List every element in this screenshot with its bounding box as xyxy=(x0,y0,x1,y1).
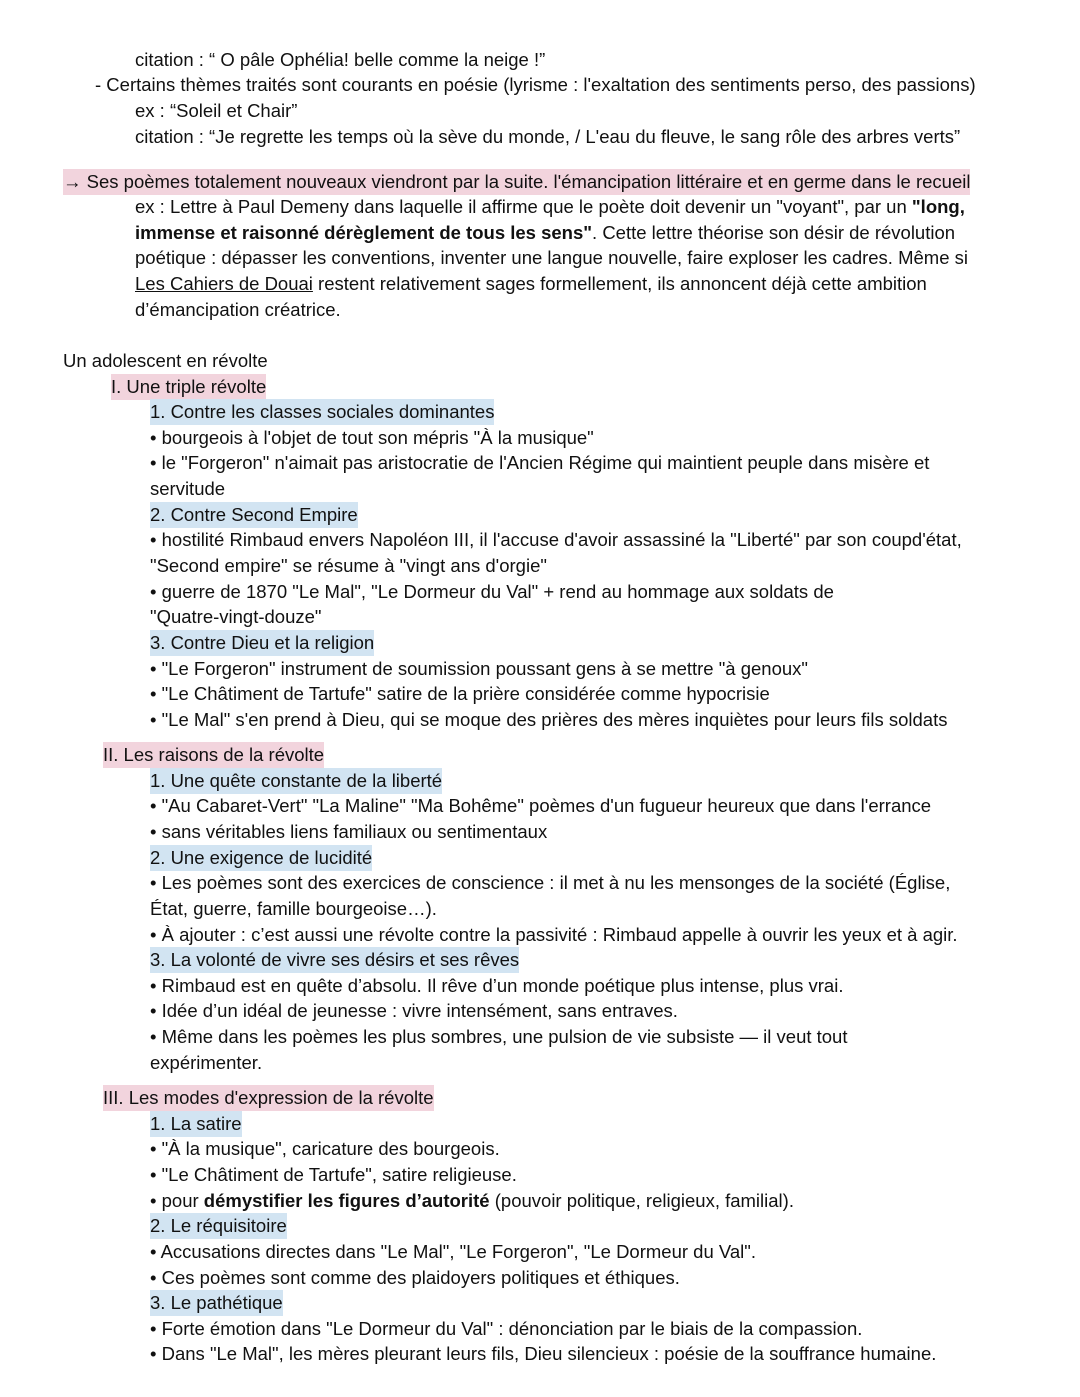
part2-subtitle2: 2. Une exigence de lucidité xyxy=(150,845,372,871)
emancipation-para-line4 xyxy=(135,271,927,297)
emancipation-heading: → Ses poèmes totalement nouveaux viendront par la suite. l'émancipation littéraire et en germe dans le recueil xyxy=(63,169,970,195)
bullet: • "Le Châtiment de Tartufe", satire religieuse. xyxy=(150,1164,517,1185)
bullet: • Les poèmes sont des exercices de conscience : il met à nu les mensonges de la société (Église, xyxy=(150,872,951,893)
bullet: • Accusations directes dans "Le Mal", "Le Forgeron", "Le Dormeur du Val". xyxy=(150,1241,756,1262)
bullet-continuation: expérimenter. xyxy=(150,1052,263,1073)
part1-subtitle3: 3. Contre Dieu et la religion xyxy=(150,630,374,656)
emancipation-para-line3: poétique : dépasser les conventions, inventer une langue nouvelle, faire exploser les cadres. Même si xyxy=(135,247,968,268)
part2-title: II. Les raisons de la révolte xyxy=(103,742,324,768)
text-span: • pour xyxy=(150,1190,204,1211)
part3-title: III. Les modes d'expression de la révolte xyxy=(103,1085,434,1111)
part2-subtitle3: 3. La volonté de vivre ses désirs et ses rêves xyxy=(150,947,519,973)
part2-subtitle1: 1. Une quête constante de la liberté xyxy=(150,768,442,794)
text-span: ex : Lettre à Paul Demeny dans laquelle il affirme que le poète doit devenir un "voyant", par un xyxy=(135,196,912,217)
emancipation-para-line2 xyxy=(135,220,955,246)
part1-subtitle1: 1. Contre les classes sociales dominantes xyxy=(150,399,494,425)
section-title: Un adolescent en révolte xyxy=(63,350,268,371)
emancipation-para-line1 xyxy=(135,194,965,220)
bullet: • "Au Cabaret-Vert" "La Maline" "Ma Bohême" poèmes d'un fugueur heureux que dans l'errance xyxy=(150,795,932,816)
citation-seve: citation : “Je regrette les temps où la sève du monde, / L'eau du fleuve, le sang rôle des arbres verts” xyxy=(135,126,961,147)
bullet: • "Le Forgeron" instrument de soumission poussant gens à se mettre "à genoux" xyxy=(150,658,808,679)
bullet: • À ajouter : c’est aussi une révolte contre la passivité : Rimbaud appelle à ouvrir les yeux et à agir. xyxy=(150,924,958,945)
bullet: • Même dans les poèmes les plus sombres, une pulsion de vie subsiste — il veut tout xyxy=(150,1026,848,1047)
bullet-continuation: "Second empire" se résume à "vingt ans d'orgie" xyxy=(150,555,547,576)
part3-subtitle2: 2. Le réquisitoire xyxy=(150,1213,287,1239)
text-span: (pouvoir politique, religieux, familial). xyxy=(489,1190,794,1211)
underlined-title: Les Cahiers de Douai xyxy=(135,273,313,294)
bullet-continuation: "Quatre-vingt-douze" xyxy=(150,606,322,627)
bullet: • bourgeois à l'objet de tout son mépris "À la musique" xyxy=(150,427,594,448)
bullet: • "À la musique", caricature des bourgeois. xyxy=(150,1138,500,1159)
bullet: • "Le Châtiment de Tartufe" satire de la prière considérée comme hypocrisie xyxy=(150,683,770,704)
bullet: • Idée d’un idéal de jeunesse : vivre intensément, sans entraves. xyxy=(150,1000,678,1021)
bullet: • Ces poèmes sont comme des plaidoyers politiques et éthiques. xyxy=(150,1267,680,1288)
bullet: • Dans "Le Mal", les mères pleurant leurs fils, Dieu silencieux : poésie de la souffrance humaine. xyxy=(150,1343,937,1364)
bullet-continuation: servitude xyxy=(150,478,226,499)
bullet xyxy=(150,1188,794,1214)
bullet-continuation: État, guerre, famille bourgeoise…). xyxy=(150,898,437,919)
bullet: • "Le Mal" s'en prend à Dieu, qui se moque des prières des mères inquiètes pour leurs fils soldats xyxy=(150,709,948,730)
bold-quote: immense et raisonné dérèglement de tous les sens" xyxy=(135,222,593,243)
example-soleil: ex : “Soleil et Chair” xyxy=(135,100,298,121)
text-span: . Cette lettre théorise son désir de révolution xyxy=(592,222,956,243)
part3-subtitle1: 1. La satire xyxy=(150,1111,242,1137)
part1-title: I. Une triple révolte xyxy=(111,374,266,400)
emancipation-para-line5: d’émancipation créatrice. xyxy=(135,299,341,320)
bullet: • le "Forgeron" n'aimait pas aristocratie de l'Ancien Régime qui maintient peuple dans misère et xyxy=(150,452,930,473)
bullet: • hostilité Rimbaud envers Napoléon III, il l'accuse d'avoir assassiné la "Liberté" par son coupd'état, xyxy=(150,529,962,550)
bullet: • guerre de 1870 "Le Mal", "Le Dormeur du Val" + rend au hommage aux soldats de xyxy=(150,581,834,602)
themes-bullet: - Certains thèmes traités sont courants en poésie (lyrisme : l'exaltation des sentiments perso, des passions) xyxy=(95,74,976,95)
bold-quote: "long, xyxy=(911,196,965,217)
bullet: • Rimbaud est en quête d’absolu. Il rêve d’un monde poétique plus intense, plus vrai. xyxy=(150,975,844,996)
citation-ophelia: citation : “ O pâle Ophélia! belle comme la neige !” xyxy=(135,49,546,70)
bullet: • sans véritables liens familiaux ou sentimentaux xyxy=(150,821,548,842)
text-span: restent relativement sages formellement, ils annoncent déjà cette ambition xyxy=(312,273,927,294)
part3-subtitle3: 3. Le pathétique xyxy=(150,1290,283,1316)
bullet: • Forte émotion dans "Le Dormeur du Val" : dénonciation par le biais de la compassion. xyxy=(150,1318,863,1339)
part1-subtitle2: 2. Contre Second Empire xyxy=(150,502,358,528)
bold-phrase: démystifier les figures d’autorité xyxy=(203,1190,490,1211)
